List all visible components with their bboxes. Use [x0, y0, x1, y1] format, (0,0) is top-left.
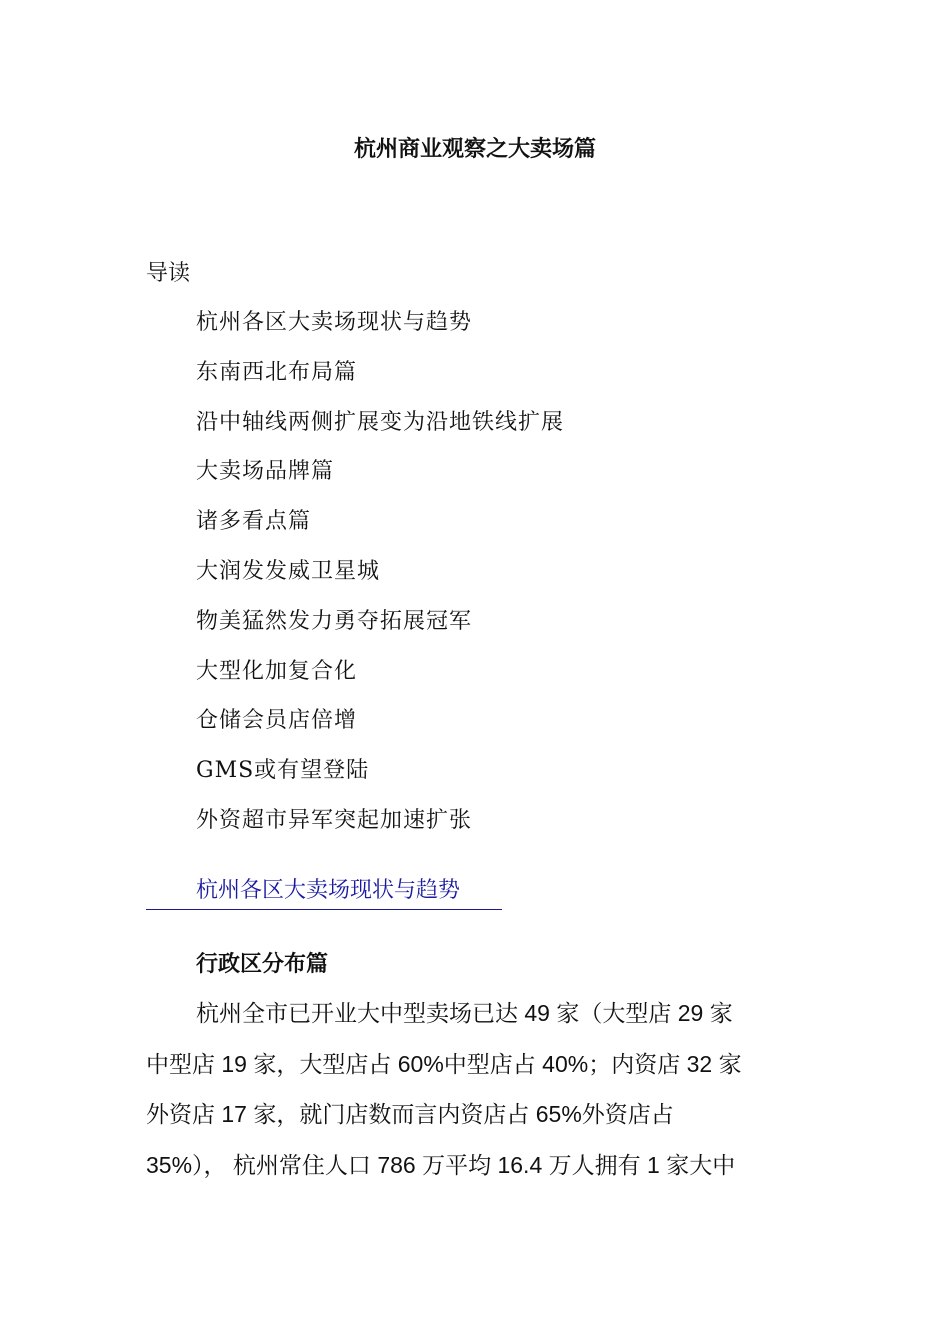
toc-item[interactable]: 外资超市异军突起加速扩张 — [196, 807, 473, 833]
paragraph-line: 外资店 17 家，就门店数而言内资店占 65%外资店占 — [146, 1101, 674, 1127]
section-heading-link[interactable]: 杭州各区大卖场现状与趋势 — [196, 878, 461, 903]
toc-heading: 导读 — [146, 261, 191, 286]
paragraph-line: 杭州全市已开业大中型卖场已达 49 家（大型店 29 家 — [196, 1000, 733, 1026]
toc-list — [196, 307, 564, 855]
toc-item[interactable]: 杭州各区大卖场现状与趋势 — [196, 310, 473, 335]
paragraph-line: 35%）， 杭州常住人口 786 万平均 16.4 万人拥有 1 家大中 — [146, 1151, 736, 1178]
document-title: 杭州商业观察之大卖场篇 — [353, 137, 596, 162]
paragraph-line: 中型店 19 家，大型店占 60%中型店占 40%；内资店 32 家 — [146, 1050, 742, 1077]
body-paragraph — [146, 997, 816, 1199]
toc-item[interactable]: 东南西北布局篇 — [196, 359, 358, 385]
toc-item[interactable]: 大润发发威卫星城 — [196, 558, 381, 584]
toc-item[interactable]: 诸多看点篇 — [196, 509, 312, 535]
toc-item[interactable]: 大型化加复合化 — [196, 658, 358, 684]
toc-item[interactable]: 沿中轴线两侧扩展变为沿地铁线扩展 — [196, 409, 565, 435]
toc-item[interactable]: 大卖场品牌篇 — [196, 459, 335, 485]
subsection-heading: 行政区分布篇 — [196, 952, 329, 977]
toc-item[interactable]: 物美猛然发力勇夺拓展冠军 — [196, 608, 473, 634]
toc-item[interactable]: 仓储会员店倍增 — [196, 708, 358, 734]
section-heading-row — [146, 875, 502, 910]
toc-item[interactable]: GMS或有望登陆 — [196, 758, 370, 784]
